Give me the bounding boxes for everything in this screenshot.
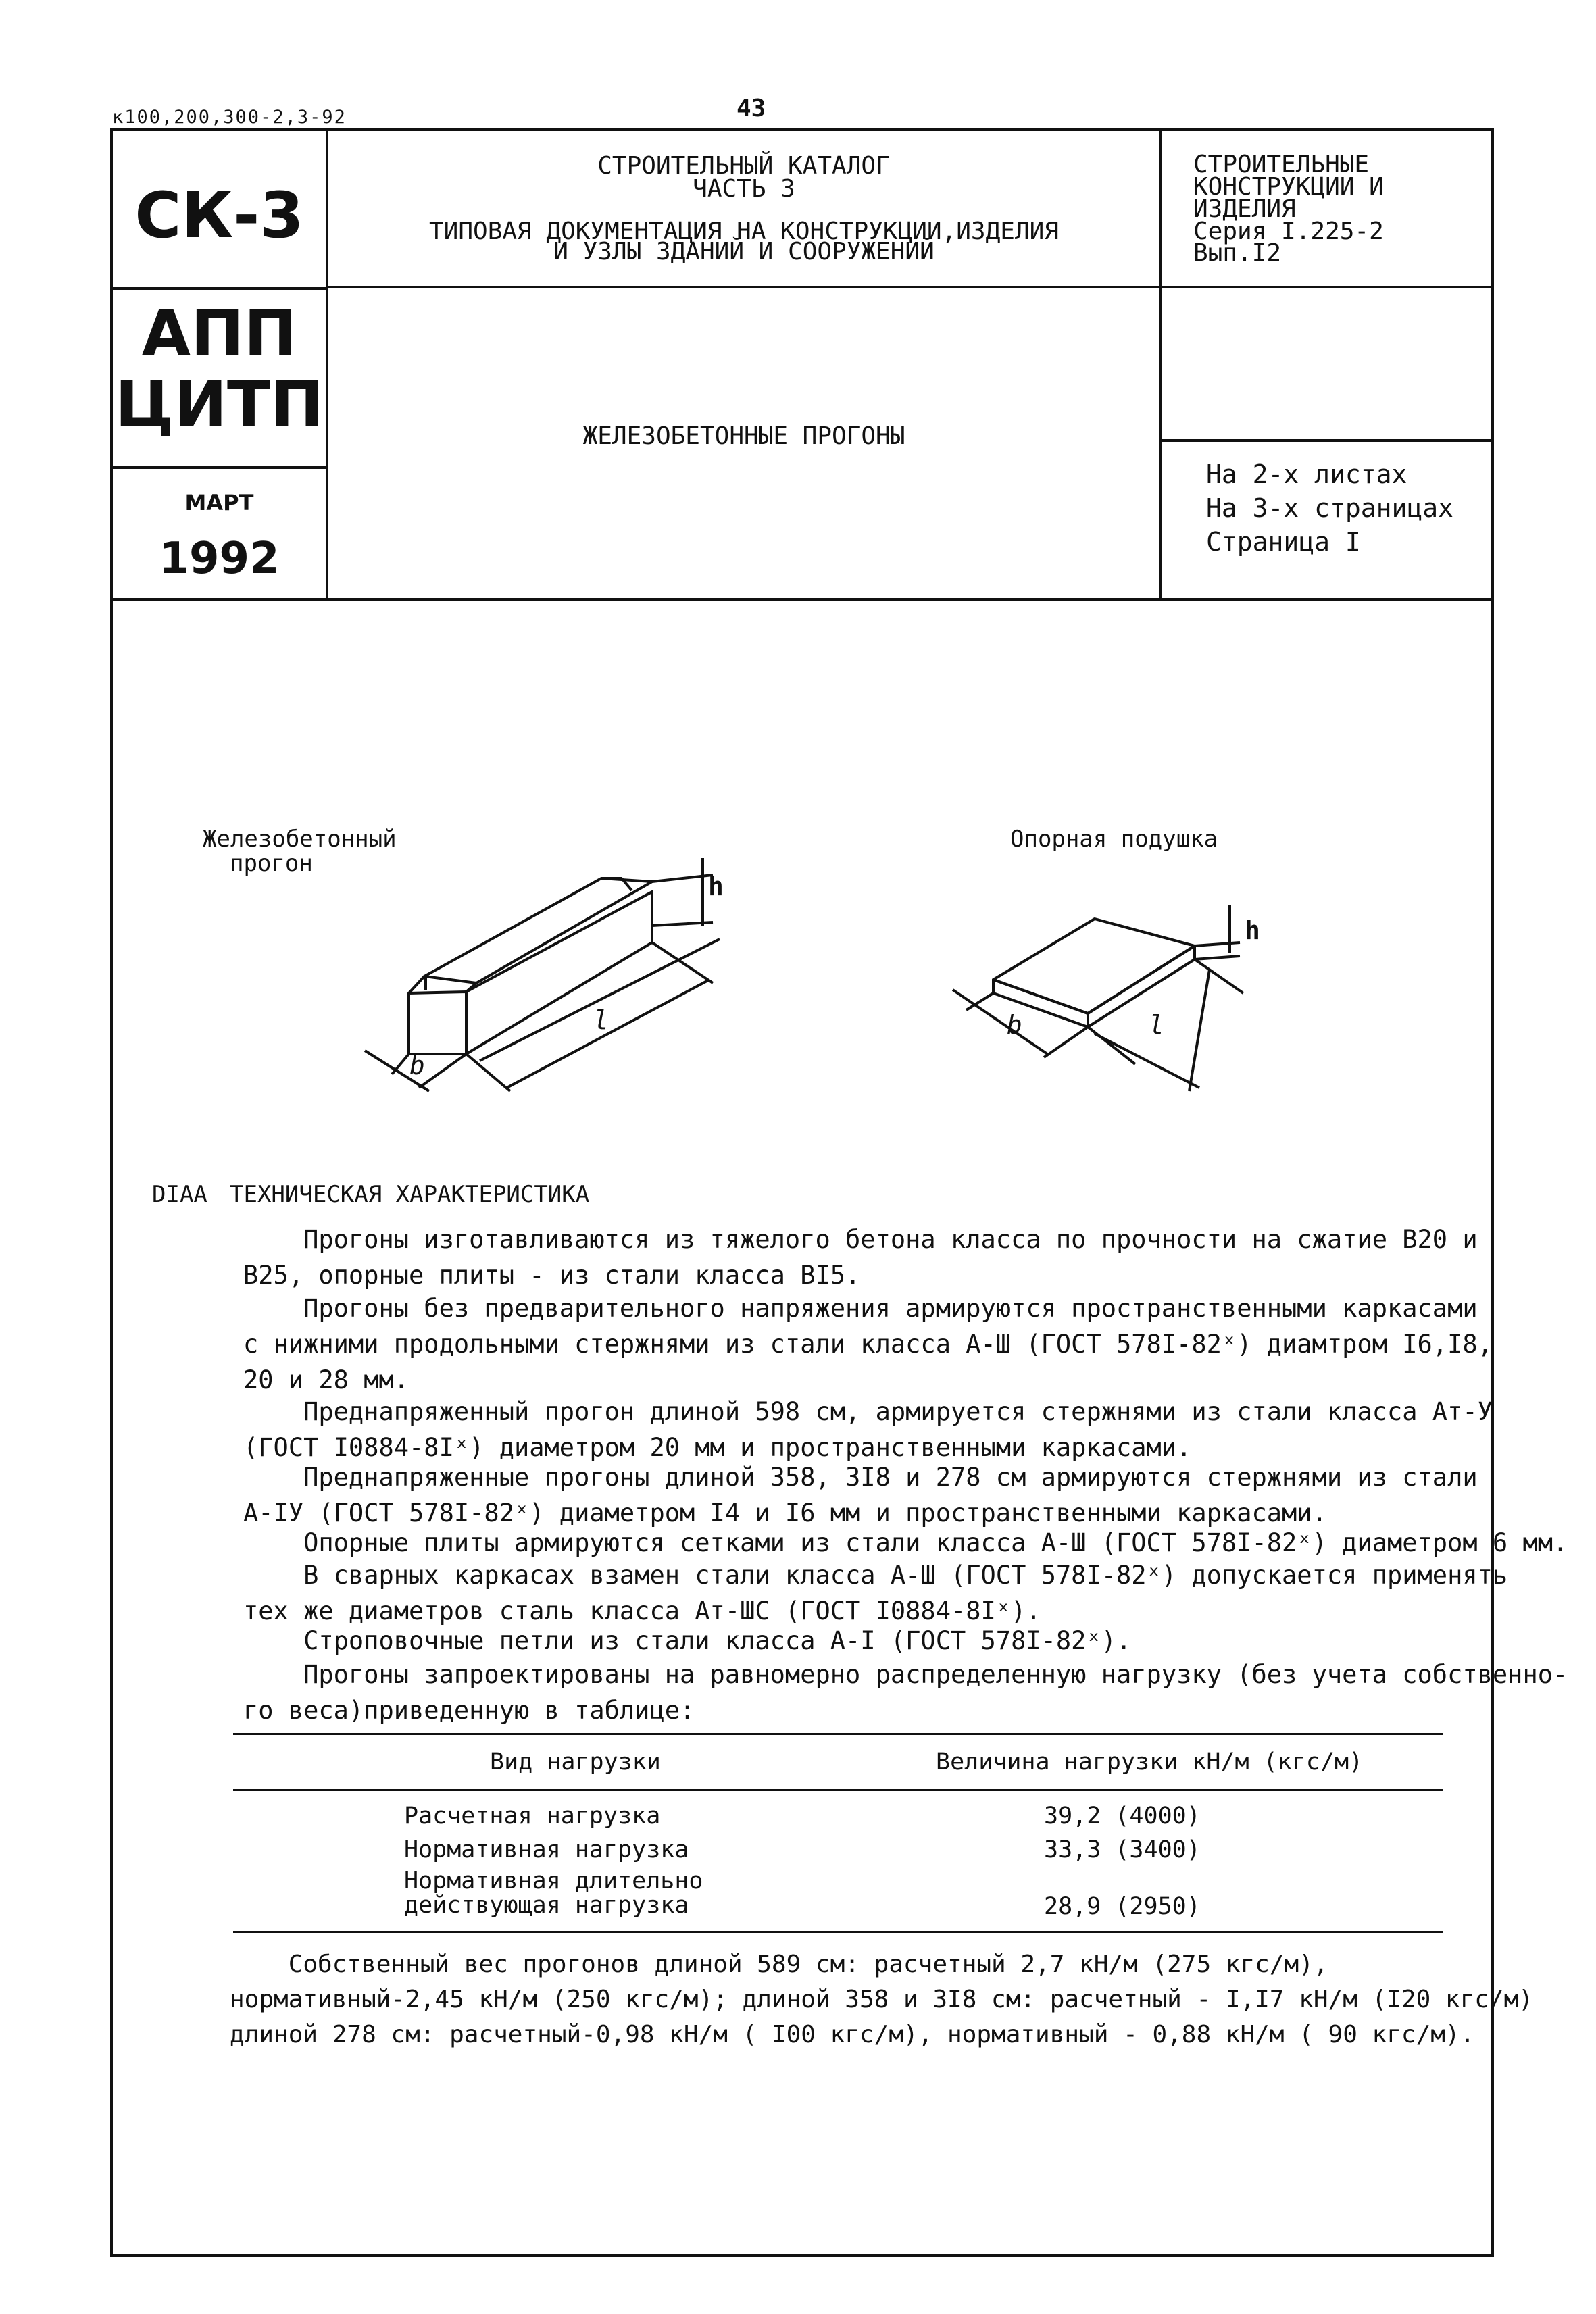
catalog-subtitle-2: И УЗЛЫ ЗДАНИЙ И СООРУЖЕНИЙ: [553, 238, 934, 266]
page-index: Страница I: [1206, 527, 1361, 557]
logo-sk3: СК-3: [134, 179, 304, 253]
purlin-dim-b: b: [409, 1051, 425, 1080]
paragraph-lifting-loops: Строповочные петли из стали класса А-I (ГОСТ 578I-82ˣ).: [243, 1626, 1132, 1655]
month-label: МАРТ: [184, 490, 254, 515]
document-code: к100,200,300-2,3-92: [112, 107, 347, 128]
purlin-caption-1: Железобетонный: [203, 826, 397, 853]
paragraph-substitution: В сварных каркасах взамен стали класса А-Ш (ГОСТ 578I-82ˣ) допускается применять тех же диаметров сталь класса Ат-ШС (ГОСТ I0884-8Iˣ).: [243, 1561, 1508, 1626]
table-bottom-line: [233, 1931, 1443, 1933]
sheets-count: На 2-х листах: [1206, 459, 1407, 489]
paragraph-design-load: Прогоны запроектированы на равномерно распределенную нагрузку (без учета собственно- го веса)приведенную в таблице:: [243, 1660, 1568, 1725]
paragraph-plates: Опорные плиты армируются сетками из стали класса А-Ш (ГОСТ 578I-82ˣ) диаметром 6 мм.: [243, 1528, 1568, 1557]
purlin-front-face: [409, 992, 466, 1054]
logo-citp: ЦИТП: [115, 368, 324, 442]
series-number: Серия I.225-2: [1193, 218, 1384, 245]
pad-dim-h: h: [1245, 915, 1260, 945]
pad-dim-b: b: [1007, 1010, 1022, 1040]
paragraph-reinforcement: Прогоны без предварительного напряжения армируются пространственными каркасами с нижними продольными стержнями из стали класса А-Ш (ГОСТ 578I-82ˣ) диамтром I6,I8, 20 и 28 мм.: [243, 1294, 1493, 1394]
self-weight-paragraph: Собственный вес прогонов длиной 589 см: расчетный 2,7 кН/м (275 кгс/м), нормативный-2,45 кН/м (250 кгс/м); длиной 358 и 3I8 см: расчетный - I,I7 кН/м (I20 кгс/м) длиной 278 см: расчетный-0,98 кН/м ( I00 кгс/м), нормативный - 0,88 кН/м ( 90 кгс/м).: [230, 1951, 1533, 2048]
paragraph-concrete: Прогоны изготавливаются из тяжелого бетона класса по прочности на сжатие В20 и В25, опорные плиты - из стали класса ВI5.: [243, 1225, 1478, 1290]
pad-dim-l: l: [1149, 1010, 1164, 1040]
table-row-longterm-type: Нормативная длительно действующая нагрузка: [404, 1867, 703, 1919]
table-row-normative-value: 33,3 (3400): [1044, 1836, 1201, 1863]
issue-number: Вып.I2: [1193, 239, 1282, 267]
page-number: 43: [737, 95, 766, 122]
series-line-2: КОНСТРУКЦИИ И: [1193, 173, 1384, 201]
series-line-3: ИЗДЕЛИЯ: [1193, 195, 1296, 223]
table-row-longterm-value: 28,9 (2950): [1044, 1893, 1201, 1920]
pages-count: На 3-х страницах: [1206, 493, 1454, 523]
section-title: ТЕХНИЧЕСКАЯ ХАРАКТЕРИСТИКА: [230, 1181, 590, 1208]
purlin-dim-l: l: [593, 1005, 609, 1035]
section-code: DIAA: [152, 1181, 207, 1208]
table-row-design-value: 39,2 (4000): [1044, 1803, 1201, 1830]
catalog-subtitle-1: ТИПОВАЯ ДОКУМЕНТАЦИЯ НА КОНСТРУКЦИИ,ИЗДЕЛИЯ: [429, 218, 1059, 245]
bearing-pad-caption: Опорная подушка: [1010, 826, 1218, 853]
purlin-dim-h: h: [708, 872, 724, 901]
catalog-title: СТРОИТЕЛЬНЫЙ КАТАЛОГ: [597, 152, 891, 180]
table-header-type: Вид нагрузки: [490, 1749, 661, 1776]
table-row-design-type: Расчетная нагрузка: [404, 1803, 661, 1830]
purlin-top-face: [424, 878, 652, 983]
series-line-1: СТРОИТЕЛЬНЫЕ: [1193, 151, 1370, 178]
product-title: ЖЕЛЕЗОБЕТОННЫЕ ПРОГОНЫ: [582, 422, 905, 450]
logo-app: АПП: [141, 297, 297, 371]
paragraph-prestressed-other: Преднапряженные прогоны длиной 358, 3I8 и 278 см армируются стержнями из стали А-IУ (ГОСТ 578I-82ˣ) диаметром I4 и I6 мм и пространственными каркасами.: [243, 1463, 1478, 1528]
table-header-line: [233, 1789, 1443, 1791]
table-header-value: Величина нагрузки кН/м (кгс/м): [936, 1749, 1364, 1776]
purlin-caption-2: прогон: [230, 850, 313, 877]
table-row-normative-type: Нормативная нагрузка: [404, 1836, 689, 1863]
table-top-line: [233, 1733, 1443, 1735]
bearing-pad-drawing: [953, 905, 1243, 1091]
catalog-part: ЧАСТЬ 3: [693, 175, 795, 203]
year-label: 1992: [159, 534, 280, 584]
paragraph-prestressed-598: Преднапряженный прогон длиной 598 см, армируется стержнями из стали класса Ат-У (ГОСТ I0884-8Iˣ) диаметром 20 мм и пространственными каркасами.: [243, 1397, 1493, 1462]
